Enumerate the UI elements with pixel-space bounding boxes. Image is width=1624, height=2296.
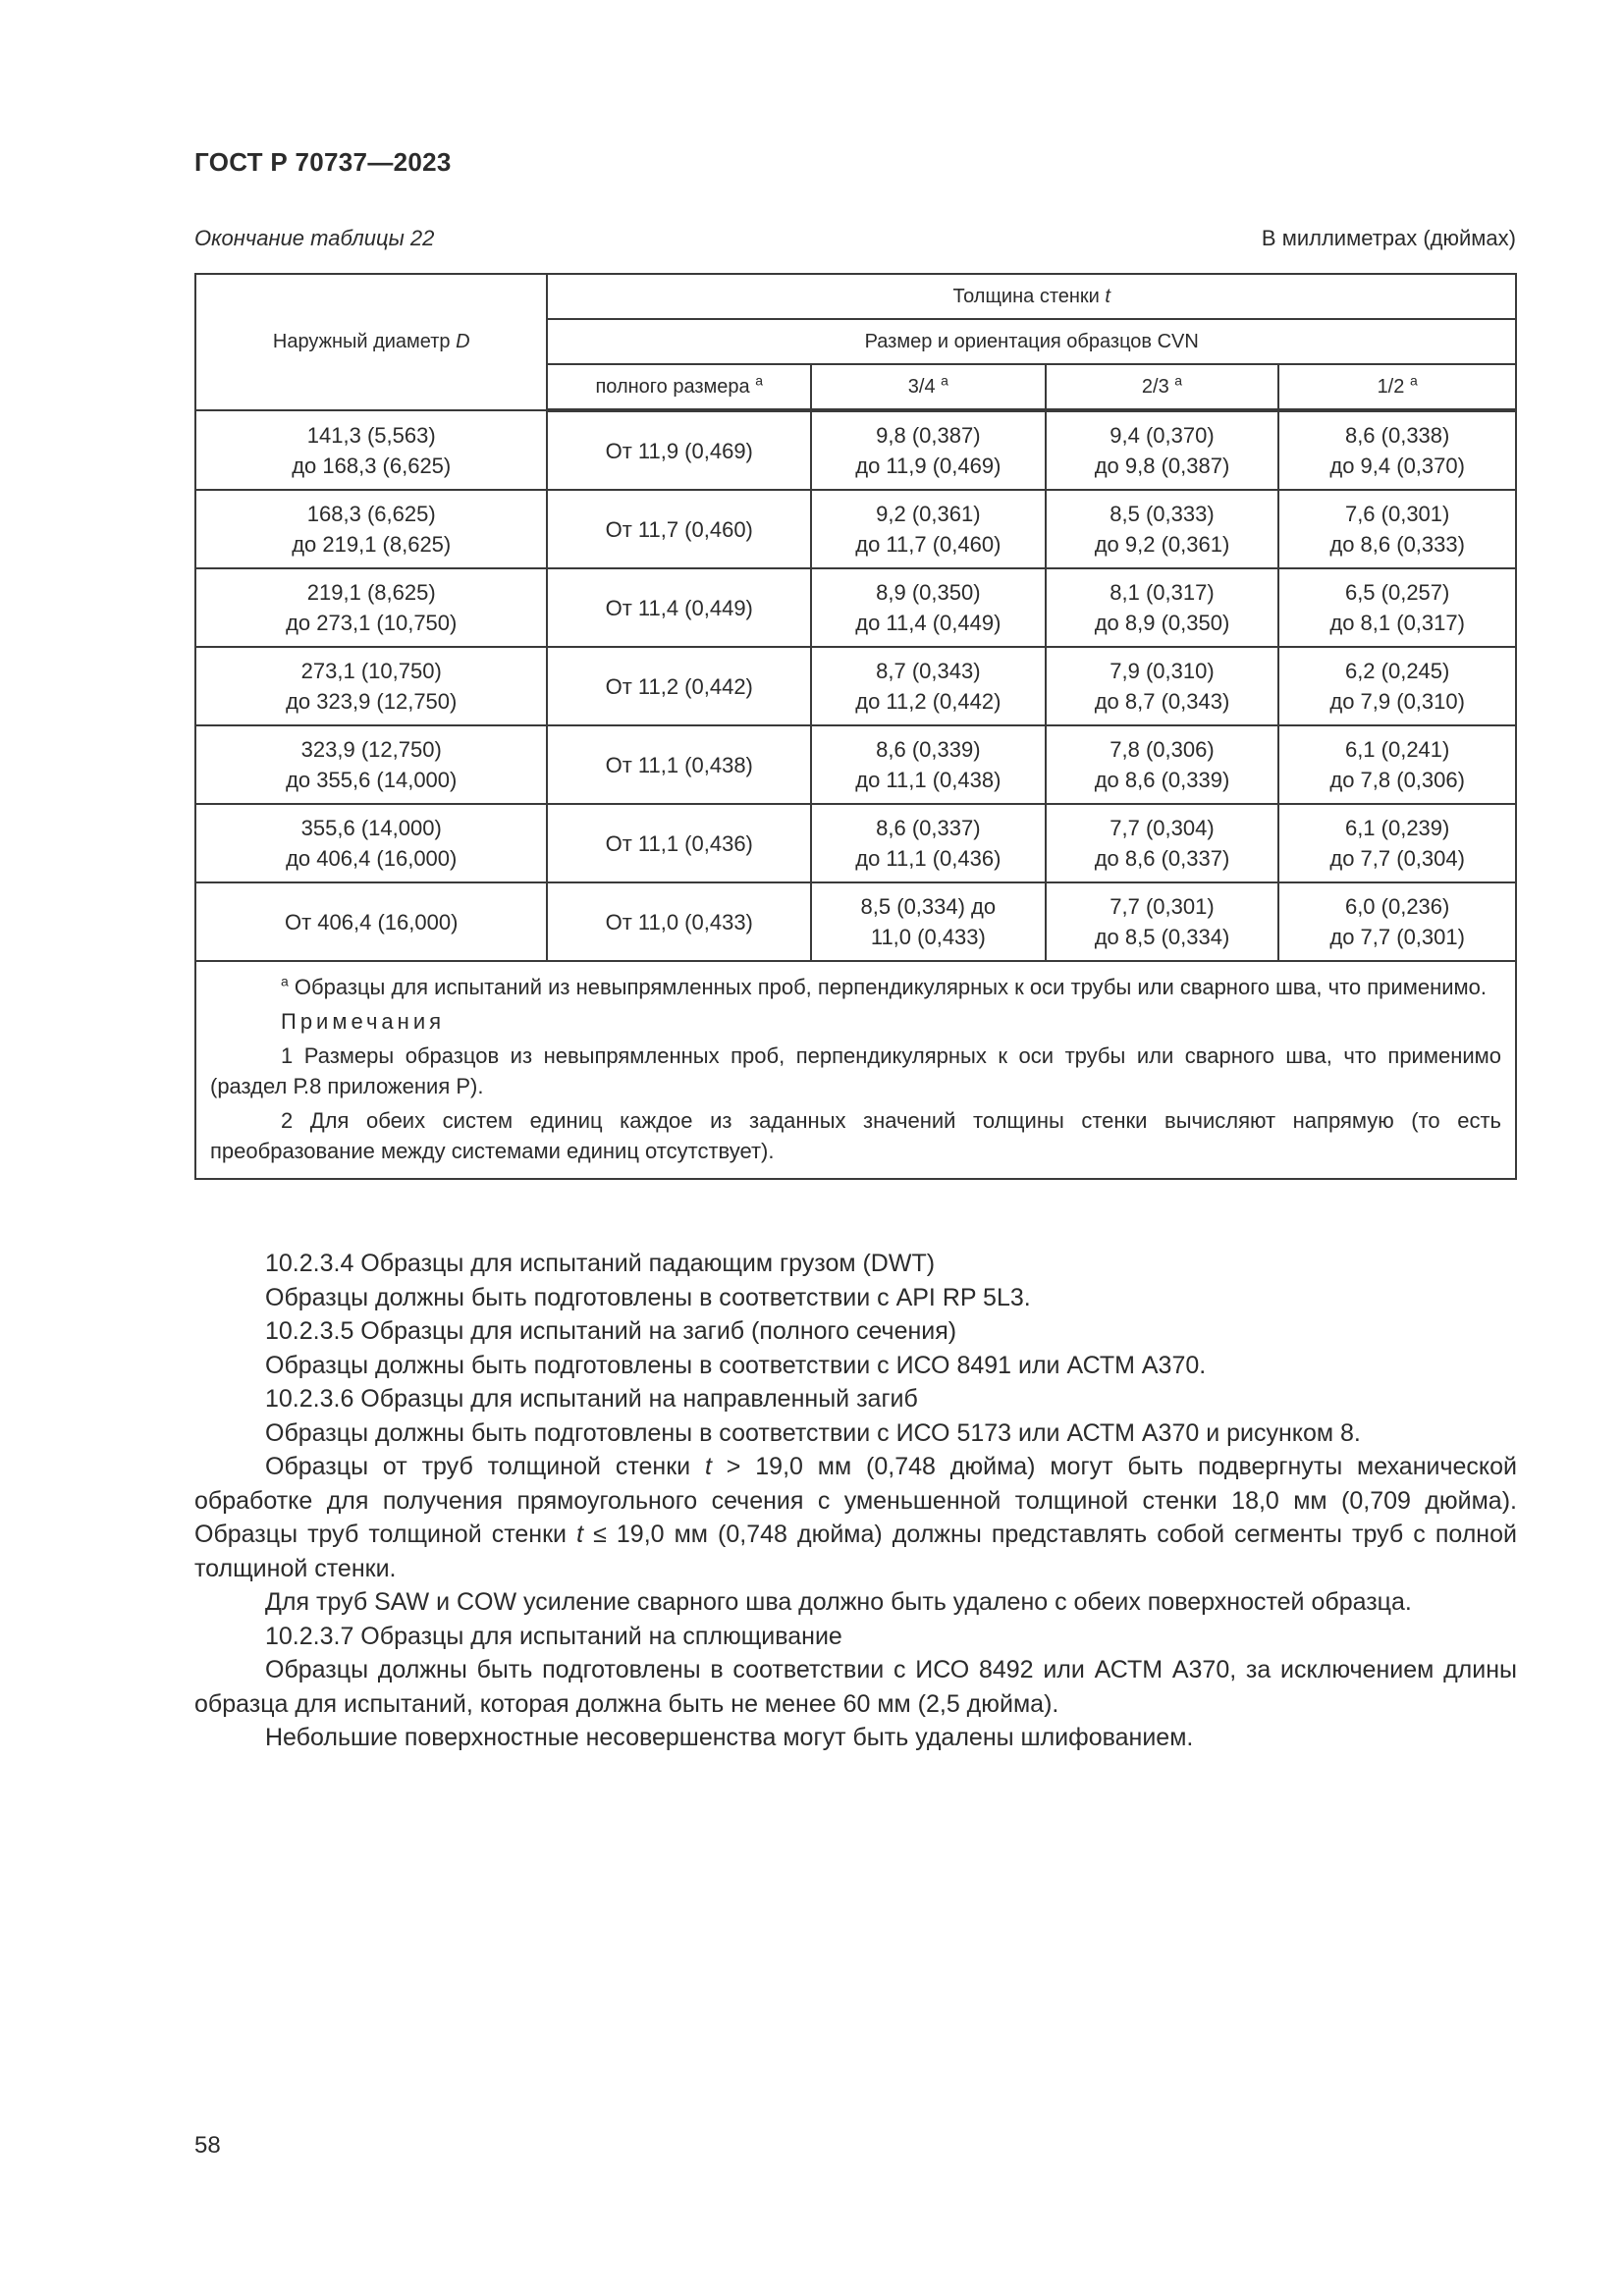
clause-heading: 10.2.3.4 Образцы для испытаний падающим грузом (DWT) bbox=[265, 1250, 936, 1277]
table-row bbox=[195, 725, 1516, 804]
three-quarter-cell: 8,6 (0,339) до 11,1 (0,438) bbox=[811, 725, 1046, 804]
paragraph: Образцы должны быть подготовлены в соответствии с ИСО 5173 или АСТМ А370 и рисунком 8. bbox=[265, 1418, 1361, 1447]
table-row bbox=[195, 804, 1516, 882]
three-quarter-cell: 8,9 (0,350) до 11,4 (0,449) bbox=[811, 568, 1046, 647]
table-caption: Окончание таблицы 22 bbox=[194, 226, 435, 250]
two-thirds-cell: 8,5 (0,333) до 9,2 (0,361) bbox=[1046, 490, 1279, 568]
half-size-cell: 6,2 (0,245) до 7,9 (0,310) bbox=[1278, 647, 1516, 725]
half-size-cell: 8,6 (0,338) до 9,4 (0,370) bbox=[1278, 410, 1516, 490]
paragraph: Образцы должны быть подготовлены в соответствии с ИСО 8491 или АСТМ А370. bbox=[265, 1351, 1207, 1379]
page-number: 58 bbox=[194, 2132, 221, 2159]
half-size-cell: 6,1 (0,241) до 7,8 (0,306) bbox=[1278, 725, 1516, 804]
note-1: 1 Размеры образцов из невыпрямленных проб, перпендикулярных к оси трубы или сварного шва, что применимо (раздел Р.8 приложения Р). bbox=[210, 1043, 1501, 1098]
paragraph: Образцы должны быть подготовлены в соответствии с ИСО 8492 или АСТМ А370, за исключением длины образца для испытаний, которая должна быть не менее 60 мм (2,5 дюйма). bbox=[194, 1656, 1517, 1718]
outer-diameter-cell: 273,1 (10,750) до 323,9 (12,750) bbox=[195, 647, 547, 725]
full-size-cell: От 11,2 (0,442) bbox=[547, 647, 811, 725]
full-size-cell: От 11,4 (0,449) bbox=[547, 568, 811, 647]
full-size-cell: От 11,9 (0,469) bbox=[547, 410, 811, 490]
three-quarter-header: 3/4 $^a$ bbox=[811, 364, 1046, 410]
table-row bbox=[195, 882, 1516, 961]
table-footer-row bbox=[195, 961, 1516, 1179]
half-size-header: 1/2 $^a$ bbox=[1278, 364, 1516, 410]
half-size-cell: 7,6 (0,301) до 8,6 (0,333) bbox=[1278, 490, 1516, 568]
paragraph: Небольшие поверхностные несовершенства могут быть удалены шлифованием. bbox=[265, 1724, 1194, 1751]
clause-heading: 10.2.3.6 Образцы для испытаний на направленный загиб bbox=[265, 1385, 918, 1413]
full-size-cell: От 11,0 (0,433) bbox=[547, 882, 811, 961]
outer-diameter-cell: 323,9 (12,750) до 355,6 (14,000) bbox=[195, 725, 547, 804]
three-quarter-cell: 8,6 (0,337) до 11,1 (0,436) bbox=[811, 804, 1046, 882]
two-thirds-cell: 7,7 (0,304) до 8,6 (0,337) bbox=[1046, 804, 1279, 882]
paragraph: Образцы должны быть подготовлены в соответствии с API RP 5L3. bbox=[265, 1283, 1031, 1311]
two-thirds-cell: 7,7 (0,301) до 8,5 (0,334) bbox=[1046, 882, 1279, 961]
half-size-cell: 6,1 (0,239) до 7,7 (0,304) bbox=[1278, 804, 1516, 882]
outer-diameter-cell: 219,1 (8,625) до 273,1 (10,750) bbox=[195, 568, 547, 647]
two-thirds-header: 2/3 $^a$ bbox=[1046, 364, 1279, 410]
two-thirds-cell: 7,9 (0,310) до 8,7 (0,343) bbox=[1046, 647, 1279, 725]
table-row bbox=[195, 568, 1516, 647]
notes-title: Примечания bbox=[281, 1009, 446, 1034]
three-quarter-cell: 8,5 (0,334) до 11,0 (0,433) bbox=[811, 882, 1046, 961]
clause-heading: 10.2.3.7 Образцы для испытаний на сплющивание bbox=[265, 1622, 842, 1650]
full-size-cell: От 11,1 (0,438) bbox=[547, 725, 811, 804]
specimen-size-table bbox=[194, 273, 1517, 1180]
outer-diameter-cell: 168,3 (6,625) до 219,1 (8,625) bbox=[195, 490, 547, 568]
wall-thickness-header: Толщина стенки t bbox=[547, 274, 1516, 319]
cvn-specimen-header: Размер и ориентация образцов CVN bbox=[547, 319, 1516, 364]
outer-diameter-cell: 141,3 (5,563) до 168,3 (6,625) bbox=[195, 410, 547, 490]
table-notes bbox=[195, 961, 1516, 1179]
half-size-cell: 6,5 (0,257) до 8,1 (0,317) bbox=[1278, 568, 1516, 647]
note-2: 2 Для обеих систем единиц каждое из заданных значений толщины стенки вычисляют напрямую (то есть преобразование между системами единиц отсутствует). bbox=[210, 1108, 1501, 1163]
table-row bbox=[195, 647, 1516, 725]
three-quarter-cell: 8,7 (0,343) до 11,2 (0,442) bbox=[811, 647, 1046, 725]
body-text bbox=[194, 1247, 1517, 1755]
outer-diameter-header: Наружный диаметр D bbox=[195, 274, 547, 410]
table-row bbox=[195, 410, 1516, 490]
clause-heading: 10.2.3.5 Образцы для испытаний на загиб (полного сечения) bbox=[265, 1317, 957, 1345]
units-note: В миллиметрах (дюймах) bbox=[1261, 226, 1516, 250]
half-size-cell: 6,0 (0,236) до 7,7 (0,301) bbox=[1278, 882, 1516, 961]
document-header: ГОСТ Р 70737—2023 bbox=[194, 147, 452, 177]
full-size-cell: От 11,7 (0,460) bbox=[547, 490, 811, 568]
full-size-header: полного размера $^a$ bbox=[547, 364, 811, 410]
full-size-cell: От 11,1 (0,436) bbox=[547, 804, 811, 882]
three-quarter-cell: 9,8 (0,387) до 11,9 (0,469) bbox=[811, 410, 1046, 490]
three-quarter-cell: 9,2 (0,361) до 11,7 (0,460) bbox=[811, 490, 1046, 568]
paragraph: Образцы от труб толщиной стенки t > 19,0 мм (0,748 дюйма) могут быть подвергнуты механической обработке для получения прямоугольного сечения с уменьшенной толщиной стенки 18,0 мм (0,709 дюйма). Образцы труб толщиной стенки t ≤ 19,0 мм (0,748 дюйма) должны представлять собой сегменты труб с полной толщиной стенки. bbox=[194, 1453, 1517, 1582]
footnote-a: $^a$ Образцы для испытаний из невыпрямленных проб, перпендикулярных к оси трубы или сварного шва, что применимо. bbox=[281, 973, 1487, 999]
table-header-row bbox=[195, 274, 1516, 319]
paragraph: Для труб SAW и COW усиление сварного шва должно быть удалено с обеих поверхностей образца. bbox=[265, 1588, 1412, 1616]
outer-diameter-cell: От 406,4 (16,000) bbox=[195, 882, 547, 961]
outer-diameter-cell: 355,6 (14,000) до 406,4 (16,000) bbox=[195, 804, 547, 882]
table-row bbox=[195, 490, 1516, 568]
two-thirds-cell: 8,1 (0,317) до 8,9 (0,350) bbox=[1046, 568, 1279, 647]
two-thirds-cell: 9,4 (0,370) до 9,8 (0,387) bbox=[1046, 410, 1279, 490]
two-thirds-cell: 7,8 (0,306) до 8,6 (0,339) bbox=[1046, 725, 1279, 804]
